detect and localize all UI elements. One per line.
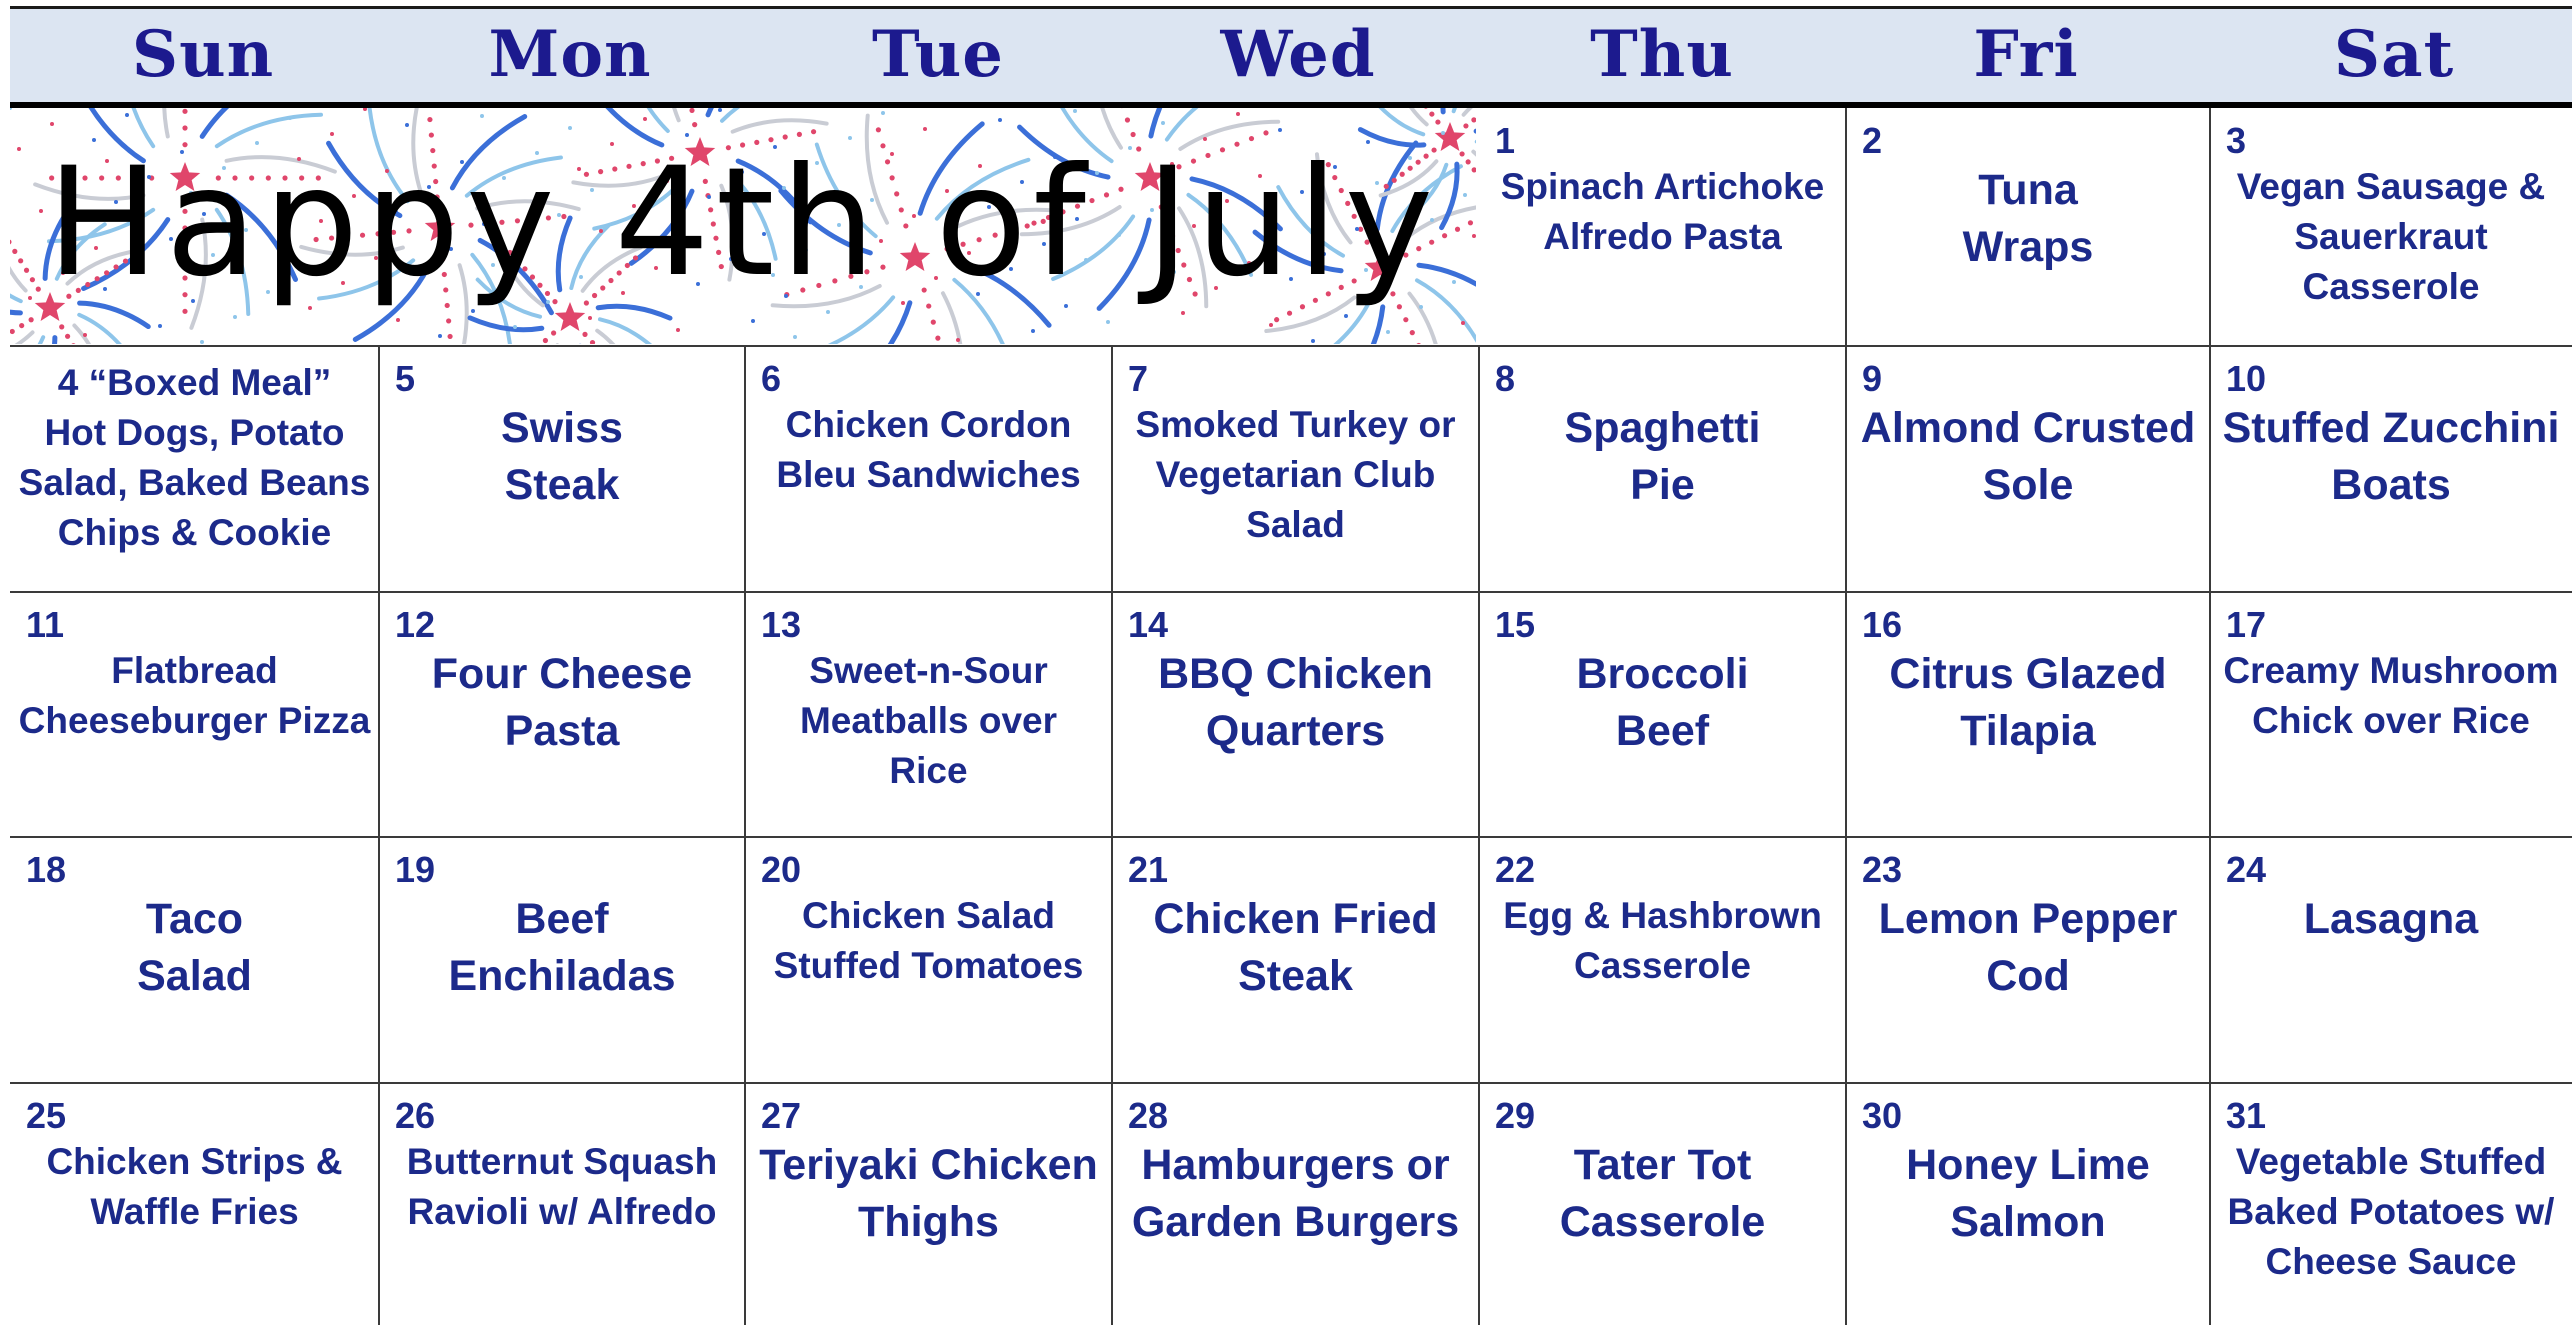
- day-cell: [10, 592, 379, 837]
- meal-name: Creamy Mushroom Chick over Rice: [2223, 650, 2559, 741]
- meal-name: Lasagna: [2303, 895, 2479, 943]
- day-cell: [1846, 346, 2210, 592]
- day-number: 17: [2226, 604, 2267, 645]
- day-number: 9: [1862, 358, 1883, 399]
- meal-name: Broccoli Beef: [1576, 650, 1749, 755]
- weekday-tue: Tue: [872, 17, 1004, 92]
- day-number: 26: [395, 1095, 436, 1136]
- day-number: 23: [1862, 849, 1903, 890]
- day-cell: [745, 1083, 1112, 1325]
- day-number: 18: [26, 849, 67, 890]
- day-cell: [1112, 837, 1479, 1083]
- meal-name: Spinach Artichoke Alfredo Pasta: [1500, 166, 1825, 257]
- day-cell: [745, 346, 1112, 592]
- day-cell: [1846, 108, 2210, 346]
- day-cell: [1846, 1083, 2210, 1325]
- meal-name: Vegetable Stuffed Baked Potatoes w/ Cheese Sauce: [2227, 1141, 2555, 1282]
- day-cell: [2210, 108, 2572, 346]
- day-number: 1: [1495, 120, 1516, 161]
- meal-name: Butternut Squash Ravioli w/ Alfredo: [406, 1141, 718, 1232]
- weekday-sat: Sat: [2333, 17, 2455, 92]
- meal-name: Egg & Hashbrown Casserole: [1503, 895, 1822, 986]
- meal-name: Taco Salad: [137, 895, 252, 1000]
- day-cell: [1846, 837, 2210, 1083]
- meal-name: Chicken Fried Steak: [1153, 895, 1438, 1000]
- day-cell: [379, 1083, 745, 1325]
- day-number: 22: [1495, 849, 1536, 890]
- day-number: 16: [1862, 604, 1903, 645]
- day-number: 20: [761, 849, 802, 890]
- day-number: 19: [395, 849, 436, 890]
- day-number: 21: [1128, 849, 1169, 890]
- day-cell: [379, 346, 745, 592]
- day-number: 15: [1495, 604, 1536, 645]
- day-number: 5: [395, 358, 416, 399]
- meal-name: Four Cheese Pasta: [431, 650, 693, 755]
- day-cell: [2210, 837, 2572, 1083]
- day-number: 6: [761, 358, 782, 399]
- day-cell: [1112, 1083, 1479, 1325]
- day-cell: [1112, 346, 1479, 592]
- meal-name: Sweet-n-Sour Meatballs over Rice: [799, 650, 1058, 791]
- day-cell: [379, 837, 745, 1083]
- meal-name: Chicken Salad Stuffed Tomatoes: [773, 895, 1084, 986]
- calendar-grid: [10, 108, 2572, 1325]
- weekday-fri: Fri: [1973, 17, 2079, 92]
- fireworks-banner: [10, 108, 1476, 344]
- day-number: 3: [2226, 120, 2247, 161]
- meal-name: Almond Crusted Sole: [1860, 404, 2196, 509]
- day-cell: [10, 837, 379, 1083]
- day-cell: [1479, 108, 1846, 346]
- weekday-sun: Sun: [131, 17, 275, 92]
- meal-name: Vegan Sausage & Sauerkraut Casserole: [2236, 166, 2546, 307]
- day-cell: [745, 837, 1112, 1083]
- day-number: 14: [1128, 604, 1169, 645]
- day-number: 29: [1495, 1095, 1536, 1136]
- day-cell: [10, 346, 379, 592]
- meal-name: Teriyaki Chicken Thighs: [759, 1141, 1098, 1246]
- day-cell: [1479, 346, 1846, 592]
- day-number: 10: [2226, 358, 2267, 399]
- meal-name: Beef Enchiladas: [448, 895, 676, 1000]
- weekday-mon: Mon: [488, 17, 652, 92]
- meal-name: Honey Lime Salmon: [1906, 1141, 2150, 1246]
- meal-name: Hamburgers or Garden Burgers: [1131, 1141, 1460, 1246]
- day-cell: [1479, 1083, 1846, 1325]
- day-number: 7: [1128, 358, 1149, 399]
- day-number: 25: [26, 1095, 67, 1136]
- meal-name: Tuna Wraps: [1962, 166, 2094, 271]
- day-number: 11: [26, 604, 65, 645]
- weekday-thu: Thu: [1590, 17, 1734, 92]
- day-number: 27: [761, 1095, 802, 1136]
- day-number: 2: [1862, 120, 1883, 161]
- meal-name: Flatbread Cheeseburger Pizza: [18, 650, 371, 741]
- day-number: 31: [2226, 1095, 2267, 1136]
- day-cell: [1479, 592, 1846, 837]
- meal-name: Stuffed Zucchini Boats: [2222, 404, 2560, 509]
- weekday-wed: Wed: [1220, 17, 1376, 92]
- day-number: 13: [761, 604, 802, 645]
- day-cell: [2210, 592, 2572, 837]
- meal-name: Swiss Steak: [501, 404, 623, 509]
- meal-name: Lemon Pepper Cod: [1878, 895, 2178, 1000]
- meal-name: Smoked Turkey or Vegetarian Club Salad: [1135, 404, 1456, 545]
- day-number: 30: [1862, 1095, 1903, 1136]
- day-number: 24: [2226, 849, 2267, 890]
- day-cell: [745, 592, 1112, 837]
- meal-name: BBQ Chicken Quarters: [1158, 650, 1433, 755]
- day-cell: [2210, 1083, 2572, 1325]
- day-number: 12: [395, 604, 436, 645]
- meal-name: Tater Tot Casserole: [1559, 1141, 1766, 1246]
- meal-name: Chicken Cordon Bleu Sandwiches: [776, 404, 1081, 495]
- day-number: 8: [1495, 358, 1516, 399]
- meal-name: Citrus Glazed Tilapia: [1889, 650, 2167, 755]
- day-cell: [1479, 837, 1846, 1083]
- day-cell: [379, 592, 745, 837]
- day-number: 28: [1128, 1095, 1169, 1136]
- banner-title: Happy 4th of July: [46, 136, 1440, 310]
- day-cell: [2210, 346, 2572, 592]
- meal-name: 4 “Boxed Meal” Hot Dogs, Potato Salad, Baked Beans Chips & Cookie: [18, 362, 371, 553]
- meal-name: Spaghetti Pie: [1564, 404, 1761, 509]
- day-cell: [1846, 592, 2210, 837]
- meal-name: Chicken Strips & Waffle Fries: [46, 1141, 343, 1232]
- day-cell: [1112, 592, 1479, 837]
- day-cell: [10, 1083, 379, 1325]
